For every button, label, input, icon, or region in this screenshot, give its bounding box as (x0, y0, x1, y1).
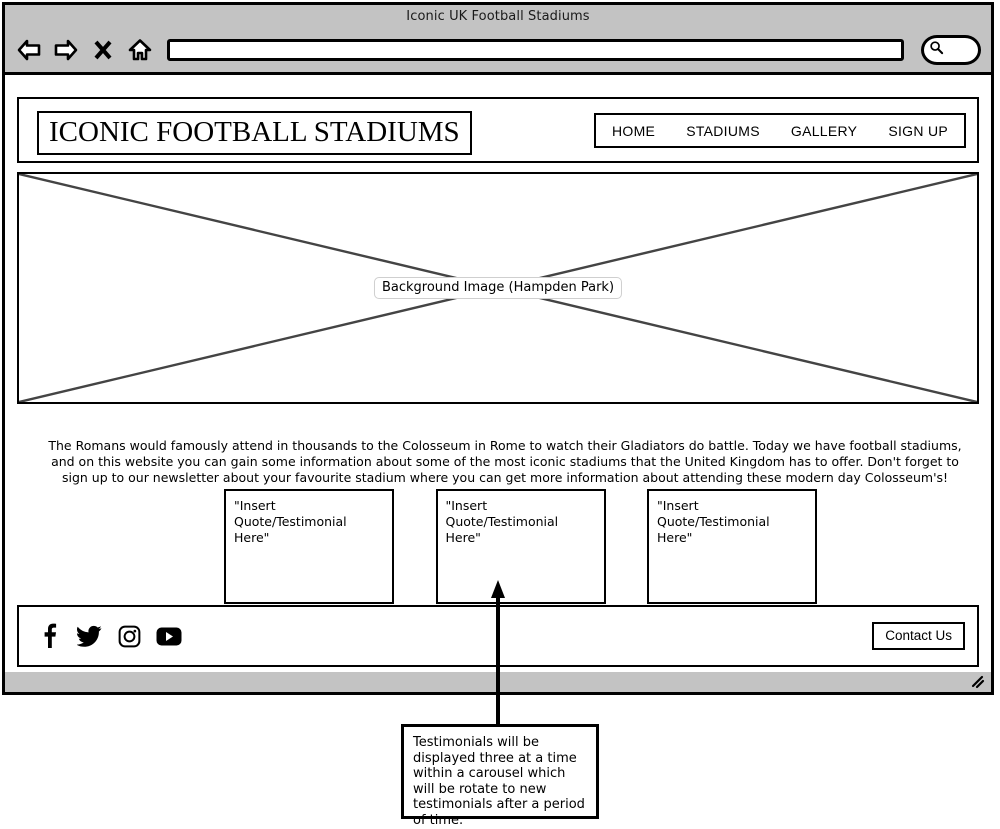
site-footer (17, 605, 979, 667)
main-navigation (594, 113, 966, 148)
browser-window (2, 2, 994, 695)
url-input[interactable] (167, 39, 904, 61)
close-x-icon[interactable] (89, 35, 117, 65)
page-viewport (5, 72, 991, 675)
browser-status-bar (5, 672, 991, 692)
testimonial-text: "Insert Quote/Testimonial Here" (234, 498, 347, 545)
browser-toolbar (5, 27, 991, 72)
testimonial-card[interactable] (224, 489, 394, 604)
site-logo-text: ICONIC FOOTBALL STADIUMS (49, 116, 460, 148)
instagram-icon[interactable] (116, 623, 142, 649)
resize-grip-icon[interactable] (969, 674, 985, 690)
search-icon (929, 40, 944, 59)
testimonial-card[interactable] (647, 489, 817, 604)
title-bar (5, 5, 991, 27)
hero-background-image (17, 172, 979, 404)
facebook-icon[interactable] (36, 623, 62, 649)
home-icon[interactable] (126, 35, 154, 65)
annotation-text: Testimonials will be displayed three at a time within a carousel which will be rotate to new testimonials after a period of time. (413, 735, 585, 828)
youtube-icon[interactable] (156, 623, 182, 649)
contact-us-button[interactable]: Contact Us (872, 622, 965, 650)
nav-item-stadiums[interactable]: STADIUMS (686, 122, 760, 139)
browser-search-box[interactable] (921, 35, 981, 65)
annotation-callout (401, 724, 599, 828)
site-header (17, 97, 979, 163)
testimonial-text: "Insert Quote/Testimonial Here" (657, 498, 770, 545)
window-title: Iconic UK Football Stadiums (406, 8, 590, 24)
testimonial-text: "Insert Quote/Testimonial Here" (445, 498, 559, 545)
intro-paragraph: The Romans would famously attend in thousands to the Colosseum in Rome to watch their Gladiators do battle. Today we have football stadiums, and on this website you can gain some information about some of the most iconic stadiums that the United Kingdom has to offer. Don't forget to sign up to our newsletter about your favourite stadium where you can get more information about attending these modern day Colosseum's! (48, 437, 962, 485)
nav-item-signup[interactable]: SIGN UP (888, 122, 948, 139)
testimonial-card[interactable] (436, 489, 606, 604)
nav-item-home[interactable]: HOME (611, 122, 656, 139)
social-links (36, 623, 182, 649)
testimonial-carousel (224, 489, 817, 604)
hero-image-label: Background Image (Hampden Park) (374, 277, 622, 299)
forward-arrow-icon[interactable] (52, 35, 80, 65)
back-arrow-icon[interactable] (15, 35, 43, 65)
site-logo[interactable] (37, 111, 472, 155)
twitter-icon[interactable] (76, 623, 102, 649)
nav-item-gallery[interactable]: GALLERY (790, 122, 858, 139)
